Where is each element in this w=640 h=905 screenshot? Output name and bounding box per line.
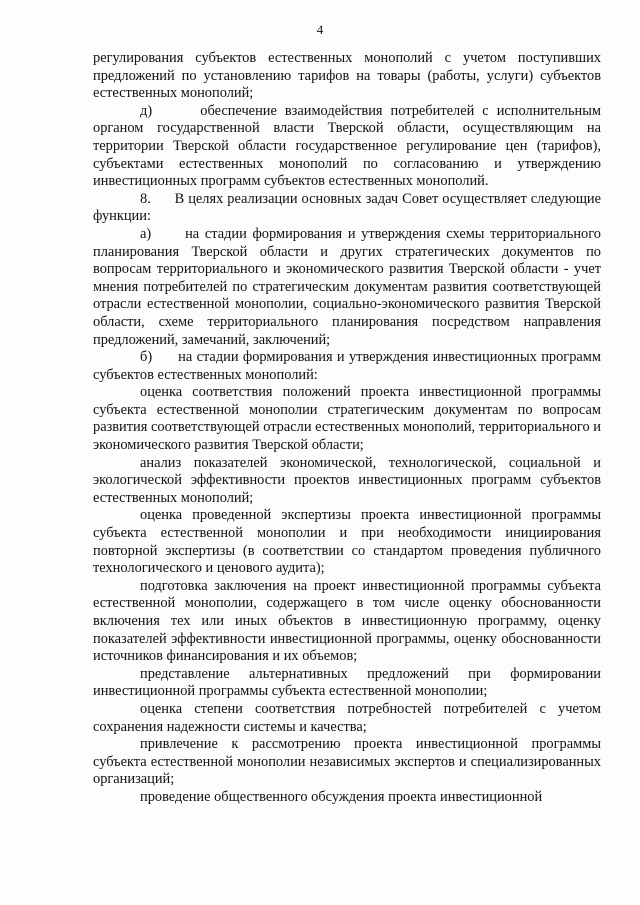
paragraph: оценка степени соответствия потребностей потребителей с учетом сохранения надежности системы и качества; bbox=[93, 700, 601, 735]
paragraph: б) на стадии формирования и утверждения инвестиционных программ субъектов естественных монополий: bbox=[93, 349, 601, 383]
paragraph: подготовка заключения на проект инвестиционной программы субъекта естественной монополии, содержащего в том числе оценку обоснованности включения тех или иных объектов в инвестиционную программу, оценку показателей эффективности инвестиционной программы, оценку обоснованности источников финансирования и их объемов; bbox=[93, 577, 601, 665]
paragraph: оценка соответствия положений проекта инвестиционной программы субъекта естественной монополии стратегическим документам по вопросам развития соответствующей отрасли естественных монополий, территориального и экономического развития Тверской области; bbox=[93, 384, 601, 454]
paragraph: а) на стадии формирования и утверждения схемы территориального планирования Тверской области и других стратегических документов по вопросам территориального и экономического развития Тверской области - учет мнения потребителей по стратегическим документам развития соответствующей отрасли естественной монополии, социально-экономического развития Тверской области, схеме территориального планирования посредством направления предложений, замечаний, заключений; bbox=[93, 225, 601, 348]
paragraph: представление альтернативных предложений при формировании инвестиционной программы субъекта естественной монополии; bbox=[93, 665, 601, 700]
page-number: 4 bbox=[316, 22, 324, 37]
paragraph: оценка проведенной экспертизы проекта инвестиционной программы субъекта естественной монополии и при необходимости инициирования повторной экспертизы (в соответствии со стандартом проведения публичного технологического и ценового аудита); bbox=[93, 507, 601, 577]
paragraph: д) обеспечение взаимодействия потребителей с исполнительным органом государственной власти Тверской области, осуществляющим на территории Тверской области государственное регулирование цен (тарифов), субъектами естественных монополий по согласованию и утверждению инвестиционных программ субъектов естественных монополий. bbox=[93, 102, 601, 190]
paragraph: привлечение к рассмотрению проекта инвестиционной программы субъекта естественной монополии независимых экспертов и специализированных организаций; bbox=[93, 736, 601, 788]
paragraph: анализ показателей экономической, технологической, социальной и экологической эффективности проектов инвестиционных программ субъектов естественных монополий; bbox=[93, 454, 601, 506]
paragraph: 8. В целях реализации основных задач Совет осуществляет следующие функции: bbox=[93, 190, 601, 225]
paragraph: проведение общественного обсуждения проекта инвестиционной bbox=[140, 788, 543, 805]
paragraph: регулирования субъектов естественных монополий с учетом поступивших предложений по установлению тарифов на товары (работы, услуги) субъектов естественных монополий; bbox=[93, 50, 601, 102]
document-body bbox=[93, 50, 601, 807]
